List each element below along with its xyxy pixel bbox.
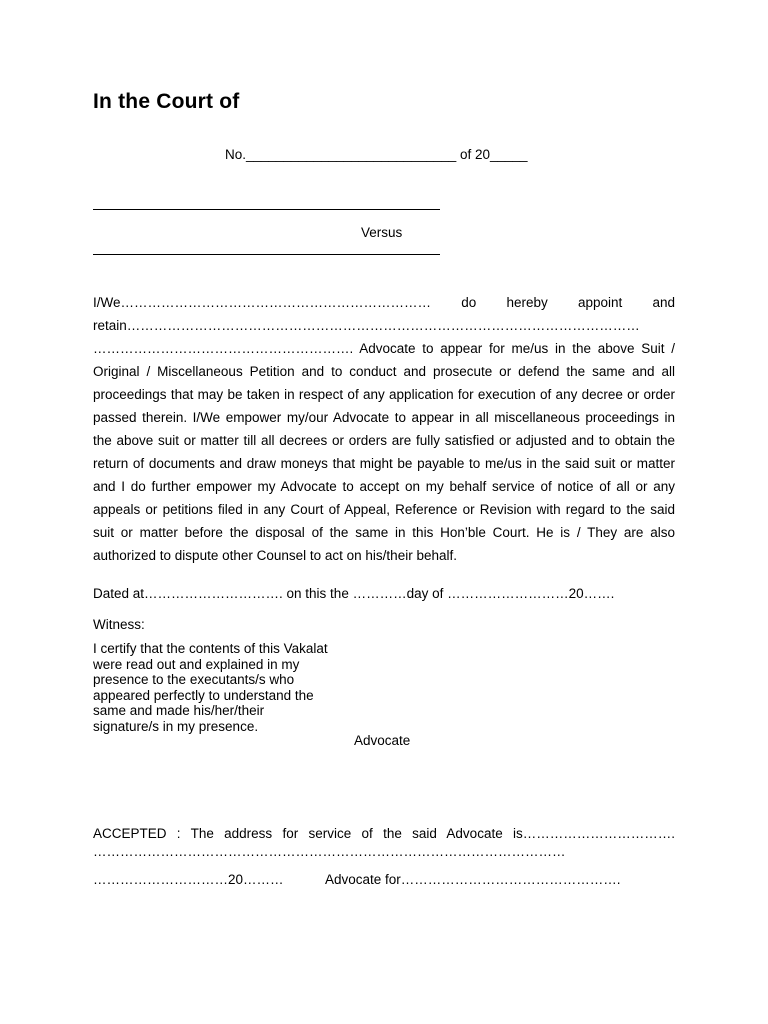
certification-line: presence to the executants/s who [93,672,295,687]
vakalat-body-paragraph [93,291,675,567]
witness-label: Witness: [93,617,145,632]
certification-line: were read out and explained in my [93,656,300,672]
advocate-signature-label: Advocate [354,733,411,748]
certification-line: appeared perfectly to understand the [93,687,314,703]
footer-date-line: …………………………20……… [93,872,284,887]
court-title: In the Court of [93,90,240,113]
accepted-address-line: …………………………………………………………………………………………… [93,844,566,859]
body-text-rest: Original / Miscellaneous Petition and to conduct and prosecute or defend the same and all proceedings that may be taken in respect of any application for execution of any decree or order passed therein. I/We empower my/our Advocate to appear in all miscellaneous proceedings in the above suit or matter till all decrees or orders are fully satisfied or adjusted and to obtain the return of documents and draw moneys that might be payable to me/us in the said suit or matter and I do further empower my Advocate to accept on my behalf service of notice of all or any appeals or petitions filed in any Court of Appeal, Reference or Revision with regard to the said suit or matter before the disposal of the same in this Hon’ble Court. He is / They are also authorized to dispute other Counsel to act on his/their behalf. [93,364,675,563]
body-line-advocate: …………………………………………………. Advocate to appear for me/us in the above Suit / [93,341,675,356]
accepted-line: ACCEPTED : The address for service of the said Advocate is……………………………. [93,826,675,841]
certification-line: same and made his/her/their [93,703,265,718]
certification-line: I certify that the contents of this Vakalat [93,641,328,656]
accepted-section [93,825,675,861]
respondent-blank-line [93,254,440,255]
dated-line: Dated at…………………………. on this the …………day of ………………………20……. [93,586,615,601]
certification-text [93,641,353,734]
body-line-retain: retain…………………………………………………………………………………………………… [93,318,640,333]
footer-advocate-for-line: Advocate for…………………………………………. [325,872,621,887]
case-number-line: No.____________________________ of 20_____ [225,147,528,162]
petitioner-blank-line [93,209,440,210]
certification-line: signature/s in my presence. [93,718,259,734]
versus-label: Versus [361,225,403,240]
body-line-appoint: I/We…………………………………………………………… do hereby appoint and [93,295,675,310]
